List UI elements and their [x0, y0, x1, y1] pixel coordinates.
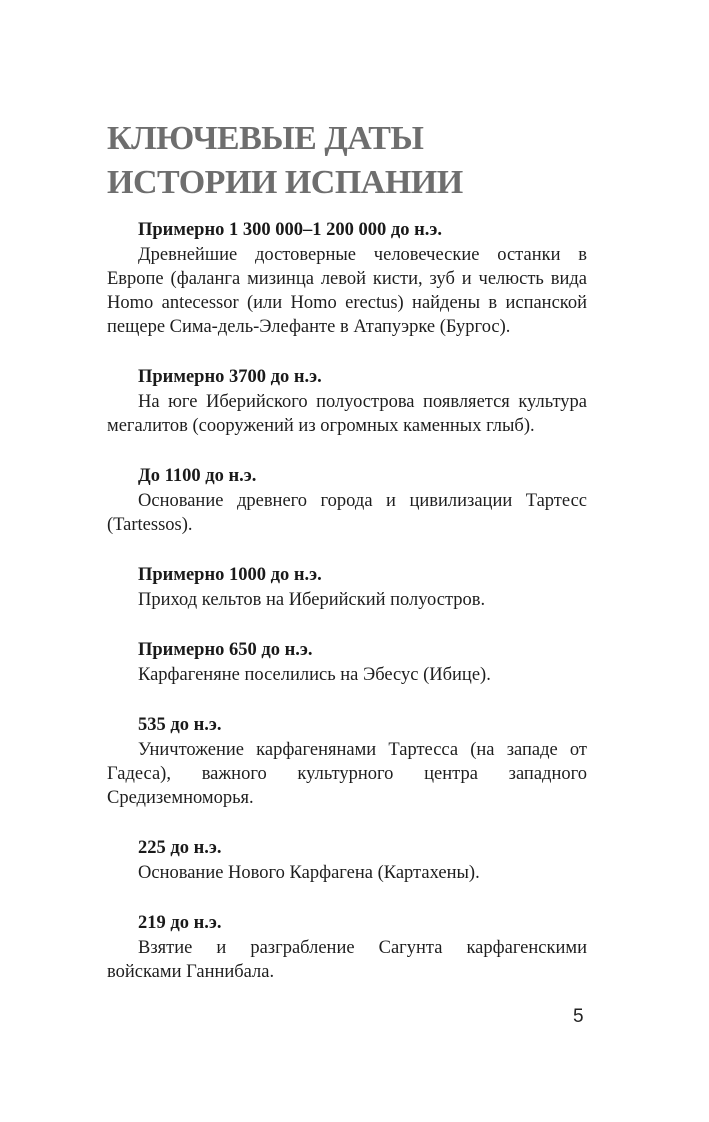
title-line-2: ИСТОРИИ ИСПАНИИ: [107, 164, 463, 201]
entry-text: Приход кельтов на Иберийский полуостров.: [138, 590, 486, 610]
entry-text: Карфагеняне поселились на Эбесус (Ибице).: [138, 665, 491, 685]
entry-date: Примерно 1000 до н.э.: [138, 565, 322, 585]
entry-text: Древнейшие достоверные человеческие останки в Европе (фаланга мизинца левой кисти, зуб и челюсть вида Homo antecessor (или Homo erectus) найдены в испанской пещере Сима-дель-Элефанте в Атапуэрке (Бургос).: [107, 245, 587, 337]
timeline-entry: [107, 364, 587, 438]
timeline-entry: [107, 910, 587, 984]
entry-text: Взятие и разграбление Сагунта карфагенскими войсками Ганнибала.: [107, 938, 587, 982]
timeline-entry: [107, 562, 587, 612]
title-line-1: КЛЮЧЕВЫЕ ДАТЫ: [107, 120, 424, 157]
timeline-list: [107, 217, 587, 1009]
timeline-entry: [107, 637, 587, 687]
entry-date: Примерно 1 300 000–1 200 000 до н.э.: [138, 220, 442, 240]
timeline-entry: [107, 835, 587, 885]
timeline-entry: [107, 712, 587, 810]
entry-date: До 1100 до н.э.: [138, 466, 257, 486]
timeline-entry: [107, 217, 587, 339]
page-number: 5: [573, 1006, 584, 1027]
timeline-entry: [107, 463, 587, 537]
entry-text: Основание древнего города и цивилизации Тартесс (Tartessos).: [107, 491, 587, 535]
page-title: [107, 117, 607, 205]
entry-text: На юге Иберийского полуострова появляется культура мегалитов (сооружений из огромных каменных глыб).: [107, 392, 587, 436]
entry-date: 219 до н.э.: [138, 913, 222, 933]
entry-text: Основание Нового Карфагена (Картахены).: [138, 863, 480, 883]
entry-date: 225 до н.э.: [138, 838, 222, 858]
entry-date: Примерно 3700 до н.э.: [138, 367, 322, 387]
entry-date: 535 до н.э.: [138, 715, 222, 735]
entry-date: Примерно 650 до н.э.: [138, 640, 313, 660]
entry-text: Уничтожение карфагенянами Тартесса (на западе от Гадеса), важного культурного центра западного Средиземноморья.: [107, 740, 587, 808]
